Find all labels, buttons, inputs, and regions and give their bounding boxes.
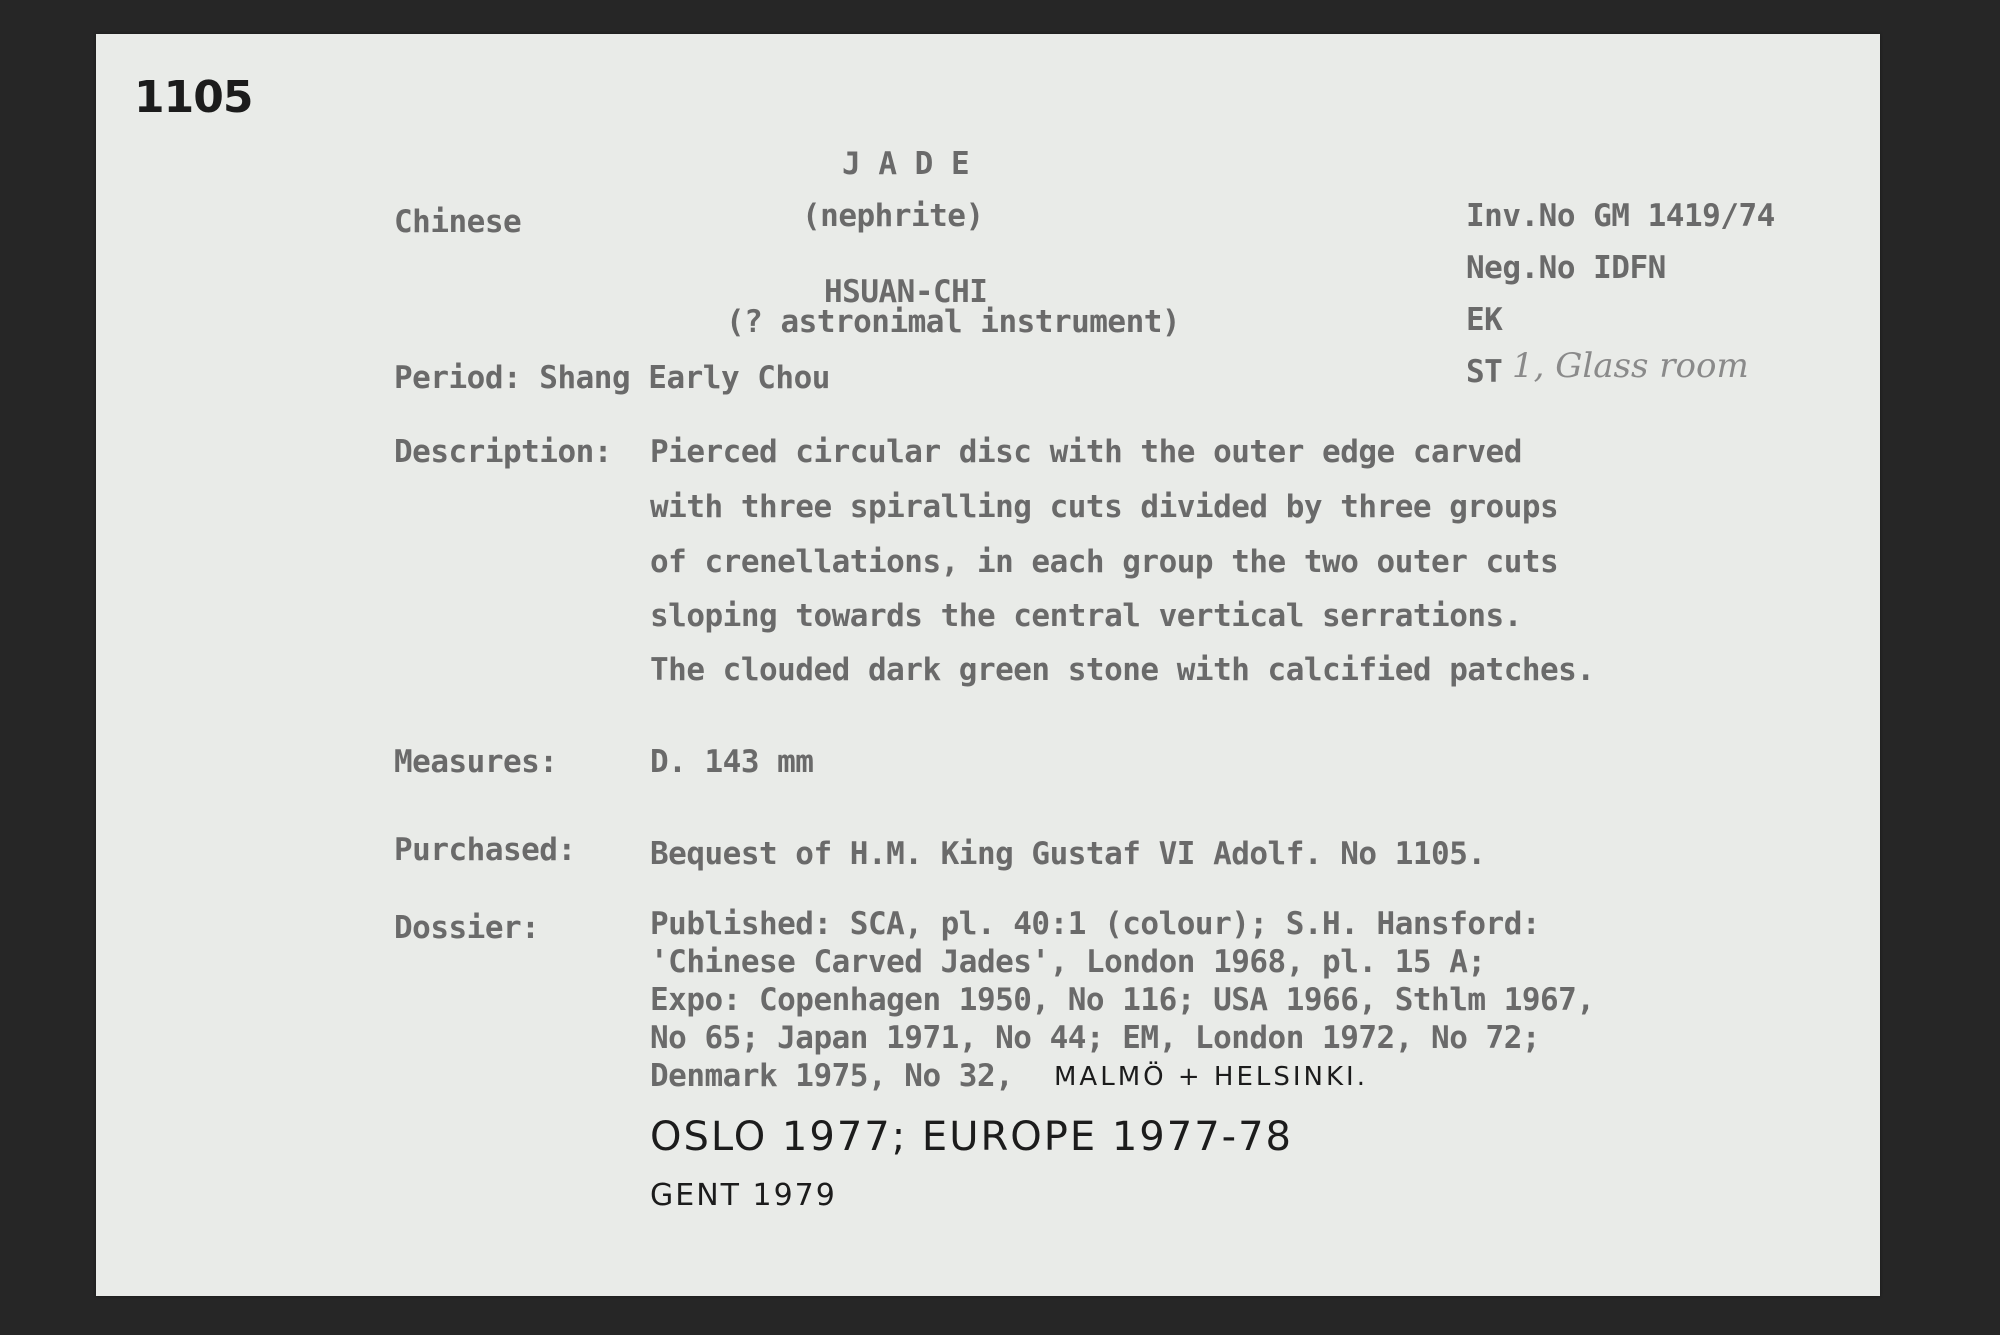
card-title: J A D E (842, 146, 970, 182)
object-note: (? astronimal instrument) (726, 304, 1181, 340)
description-line: with three spiralling cuts divided by three groups (650, 489, 1559, 525)
catalogue-card (96, 34, 1880, 1296)
dossier-line: Denmark 1975, No 32, (650, 1058, 1014, 1094)
purchased-value: Bequest of H.M. King Gustaf VI Adolf. No 1105. (650, 836, 1486, 872)
culture: Chinese (394, 204, 522, 240)
ek-field: EK (1466, 302, 1503, 338)
dossier-handwritten-note: GENT 1979 (650, 1178, 837, 1213)
dossier-line: 'Chinese Carved Jades', London 1968, pl. 15 A; (650, 944, 1486, 980)
dossier-label: Dossier: (394, 910, 540, 946)
measures-label: Measures: (394, 744, 558, 780)
description-label: Description: (394, 434, 612, 470)
card-number: 1105 (134, 72, 253, 123)
material: (nephrite) (802, 198, 984, 234)
description-line: sloping towards the central vertical serrations. (650, 598, 1522, 634)
st-handwritten-note: 1, Glass room (1512, 346, 1749, 386)
st-field: ST (1466, 354, 1503, 390)
inventory-number: Inv.No GM 1419/74 (1466, 198, 1775, 234)
dossier-line: No 65; Japan 1971, No 44; EM, London 1972, No 72; (650, 1020, 1541, 1056)
dossier-handwritten-note: MALMÖ + HELSINKI. (1054, 1062, 1368, 1092)
description-line: The clouded dark green stone with calcified patches. (650, 652, 1595, 688)
measures-value: D. 143 mm (650, 744, 814, 780)
period: Period: Shang Early Chou (394, 360, 830, 396)
dossier-handwritten-note: OSLO 1977; EUROPE 1977-78 (650, 1114, 1293, 1160)
description-line: Pierced circular disc with the outer edge carved (650, 434, 1522, 470)
dossier-line: Published: SCA, pl. 40:1 (colour); S.H. Hansford: (650, 906, 1541, 942)
object-name: HSUAN-CHI (824, 274, 988, 310)
dossier-line: Expo: Copenhagen 1950, No 116; USA 1966, Sthlm 1967, (650, 982, 1595, 1018)
purchased-label: Purchased: (394, 832, 576, 868)
description-line: of crenellations, in each group the two outer cuts (650, 544, 1559, 580)
negative-number: Neg.No IDFN (1466, 250, 1666, 286)
